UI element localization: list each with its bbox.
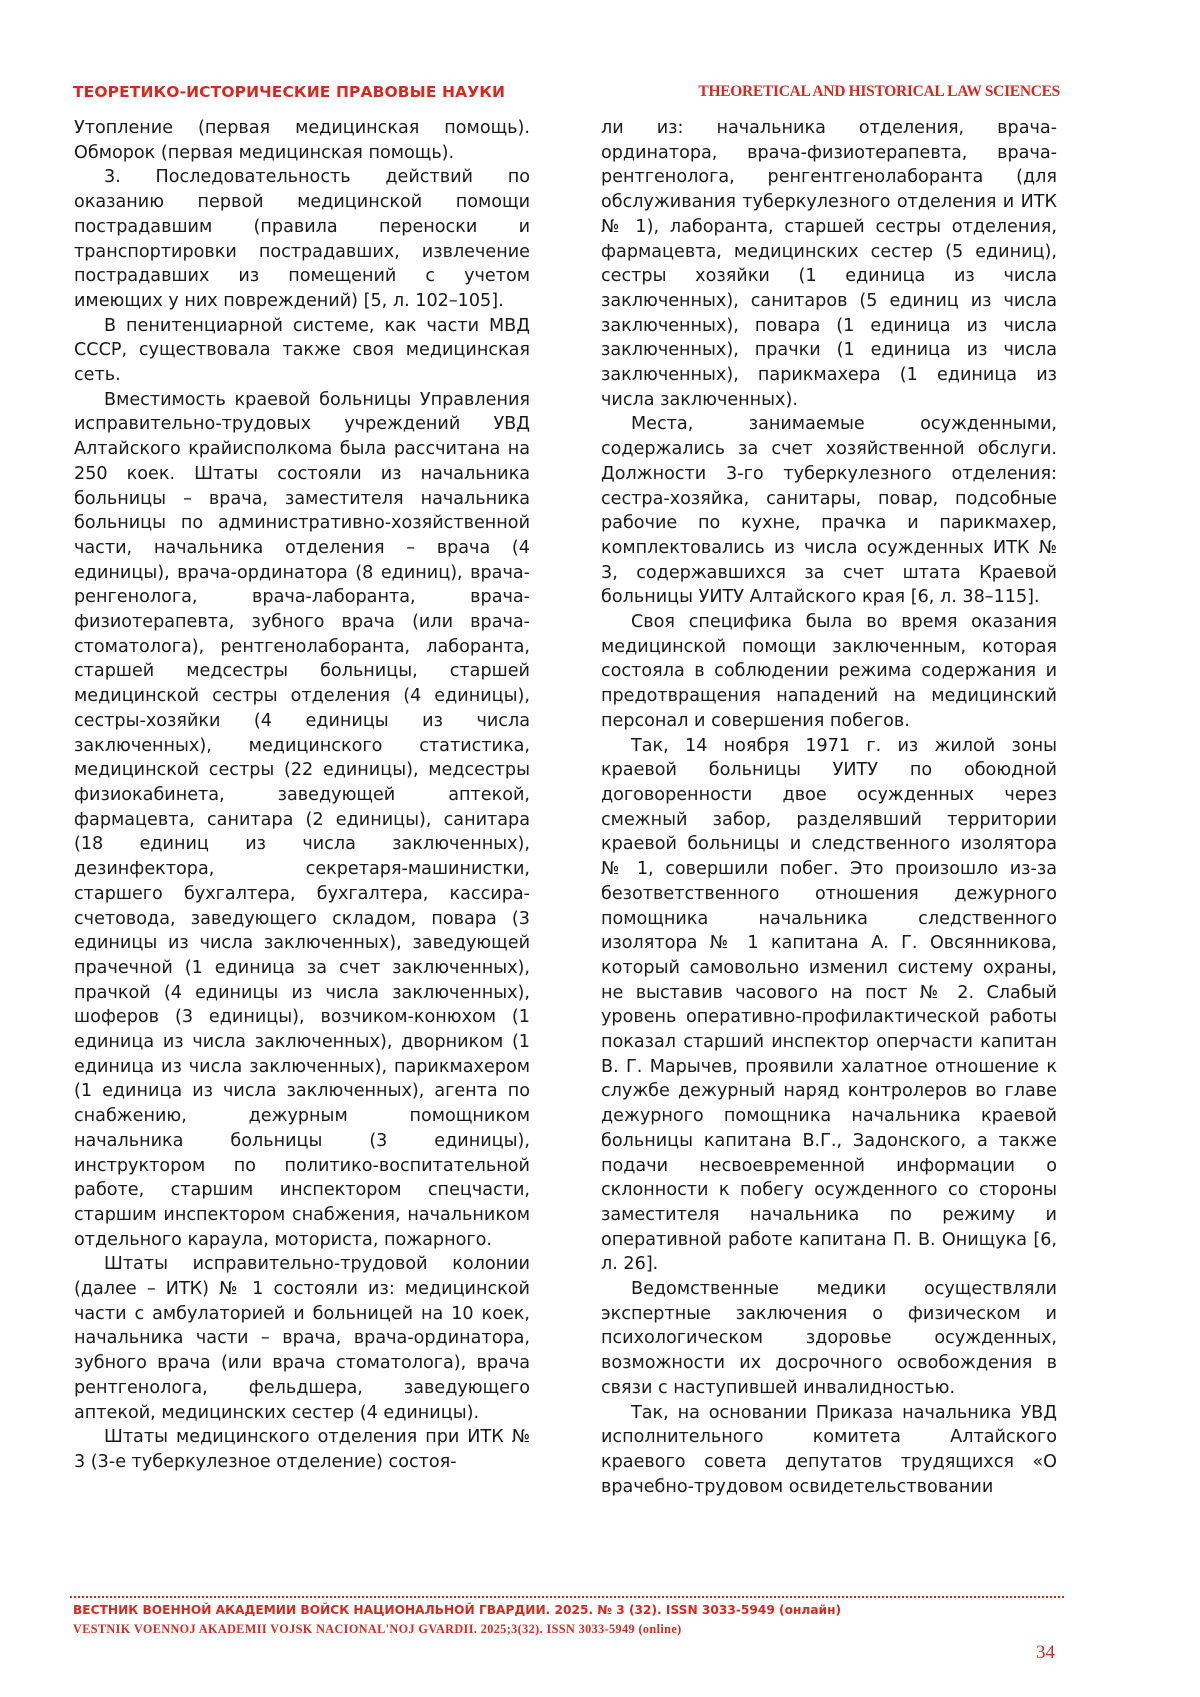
paragraph: Так, 14 ноября 1971 г. из жилой зоны краевой больницы УИТУ по обоюдной договоренности двое осужденных через смежный забор, разделявший территории краевой больницы и следственного изолятора № 1, совершили побег. Это произошло из-за безответственного отношения дежурного помощника начальника следственного изолятора № 1 капитана А. Г. Овсянникова, который самовольно изменил систему охраны, не выставив часового на пост № 2. Слабый уровень оперативно-профилактической работы показал старший инспектор оперчасти капитан В. Г. Марычев, проявили халатное отношение к службе дежурный наряд контролеров во главе дежурного помощника начальника краевой больницы капитана В.Г., Задонского, а также подачи несвоевременной информации о склонности к побегу осужденного со стороны заместителя начальника по режиму и оперативной работе капитана П. В. Онищука [6, л. 26]. bbox=[601, 735, 1057, 1275]
page-number: 34 bbox=[1036, 1642, 1055, 1663]
paragraph: Утопление (первая медицинская помощь). Обморок (первая медицинская помощь). bbox=[74, 118, 530, 163]
paragraph: В пенитенциарной системе, как части МВД СССР, существовала также своя медицинская сеть. bbox=[74, 315, 530, 386]
paragraph: Штаты исправительно-трудовой колонии (далее – ИТК) № 1 состояли из: медицинской части с амбулаторией и больницей на 10 коек, начальника части – врача, врача-ординатора, зубного врача (или врача стоматолога), врача рентгенолога, фельдшера, заведующего аптекой, медицинских сестер (4 единицы). bbox=[74, 1254, 530, 1423]
paragraph: 3. Последовательность действий по оказанию первой медицинской помощи пострадавшим (правила переноски и транспортировки пострадавших, извлечение пострадавших из помещений с учетом имеющих у них повреждений) [5, л. 102–105]. bbox=[74, 167, 530, 311]
footer-citation-ru: ВЕСТНИК ВОЕННОЙ АКАДЕМИИ ВОЙСК НАЦИОНАЛЬНОЙ ГВАРДИИ. 2025. № 3 (32). ISSN 3033-5949 (онлайн) bbox=[73, 1603, 842, 1617]
footer-divider bbox=[70, 1596, 1064, 1598]
paragraph: Ведомственные медики осуществляли экспертные заключения о физическом и психологическом здоровье осужденных, возможности их досрочного освобождения в связи с наступившей инвалидностью. bbox=[601, 1279, 1057, 1398]
right-column bbox=[601, 116, 1057, 1499]
footer-citation-en: VESTNIK VOENNOJ AKADEMII VOJSK NACIONAL'NOJ GVARDII. 2025;3(32). ISSN 3033-5949 (online) bbox=[73, 1622, 682, 1636]
paragraph: Места, занимаемые осужденными, содержались за счет хозяйственной обслуги. Должности 3-го туберкулезного отделения: сестра-хозяйка, санитары, повар, подсобные рабочие по кухне, прачка и парикмахер, комплектовались из числа осужденных ИТК № 3, содержавшихся за счет штата Краевой больницы УИТУ Алтайского края [6, л. 38–115]. bbox=[601, 414, 1057, 608]
paragraph: Штаты медицинского отделения при ИТК № 3 (3-е туберкулезное отделение) состоя- bbox=[74, 1427, 530, 1472]
paragraph: ли из: начальника отделения, врача-ординатора, врача-физиотерапевта, врача-рентгенолога, ренгентгенолаборанта (для обслуживания туберкулезного отделения и ИТК № 1), лаборанта, старшей сестры отделения, фармацевта, медицинских сестер (5 единиц), сестры хозяйки (1 единица из числа заключенных), санитаров (5 единиц из числа заключенных), повара (1 единица из числа заключенных), прачки (1 единица из числа заключенных), парикмахера (1 единица из числа заключенных). bbox=[601, 118, 1057, 410]
left-column bbox=[74, 116, 530, 1475]
paragraph: Так, на основании Приказа начальника УВД исполнительного комитета Алтайского краевого совета депутатов трудящихся «О врачебно-трудовом освидетельствовании bbox=[601, 1402, 1057, 1497]
running-header-en: THEORETICAL AND HISTORICAL LAW SCIENCES bbox=[698, 83, 1060, 100]
running-header-ru: ТЕОРЕТИКО-ИСТОРИЧЕСКИЕ ПРАВОВЫЕ НАУКИ bbox=[73, 83, 506, 101]
paragraph: Вместимость краевой больницы Управления исправительно-трудовых учреждений УВД Алтайского крайисполкома была рассчитана на 250 коек. Штаты состояли из начальника больницы – врача, заместителя начальника больницы по административно-хозяйственной части, начальника отделения – врача (4 единицы), врача-ординатора (8 единиц), врача-ренгенолога, врача-лаборанта, врача-физиотерапевта, зубного врача (или врача-стоматолога), рентгенолаборанта, лаборанта, старшей медсестры больницы, старшей медицинской сестры отделения (4 единицы), сестры-хозяйки (4 единицы из числа заключенных), медицинского статистика, медицинской сестры (22 единицы), медсестры физиокабинета, заведующей аптекой, фармацевта, санитара (2 единицы), санитара (18 единиц из числа заключенных), дезинфектора, секретаря-машинистки, старшего бухгалтера, бухгалтера, кассира-счетовода, заведующего складом, повара (3 единицы из числа заключенных), заведующей прачечной (1 единица за счет заключенных), прачкой (4 единицы из числа заключенных), шоферов (3 единицы), возчиком-конюхом (1 единица из числа заключенных), дворником (1 единица из числа заключенных), парикмахером (1 единица из числа заключенных), агента по снабжению, дежурным помощником начальника больницы (3 единицы), инструктором по политико-воспитательной работе, старшим инспектором спецчасти, старшим инспектором снабжения, начальником отдельного караула, моториста, пожарного. bbox=[74, 389, 530, 1250]
paragraph: Своя специфика была во время оказания медицинской помощи заключенным, которая состояла в соблюдении режима содержания и предотвращения нападений на медицинский персонал и совершения побегов. bbox=[601, 612, 1057, 731]
